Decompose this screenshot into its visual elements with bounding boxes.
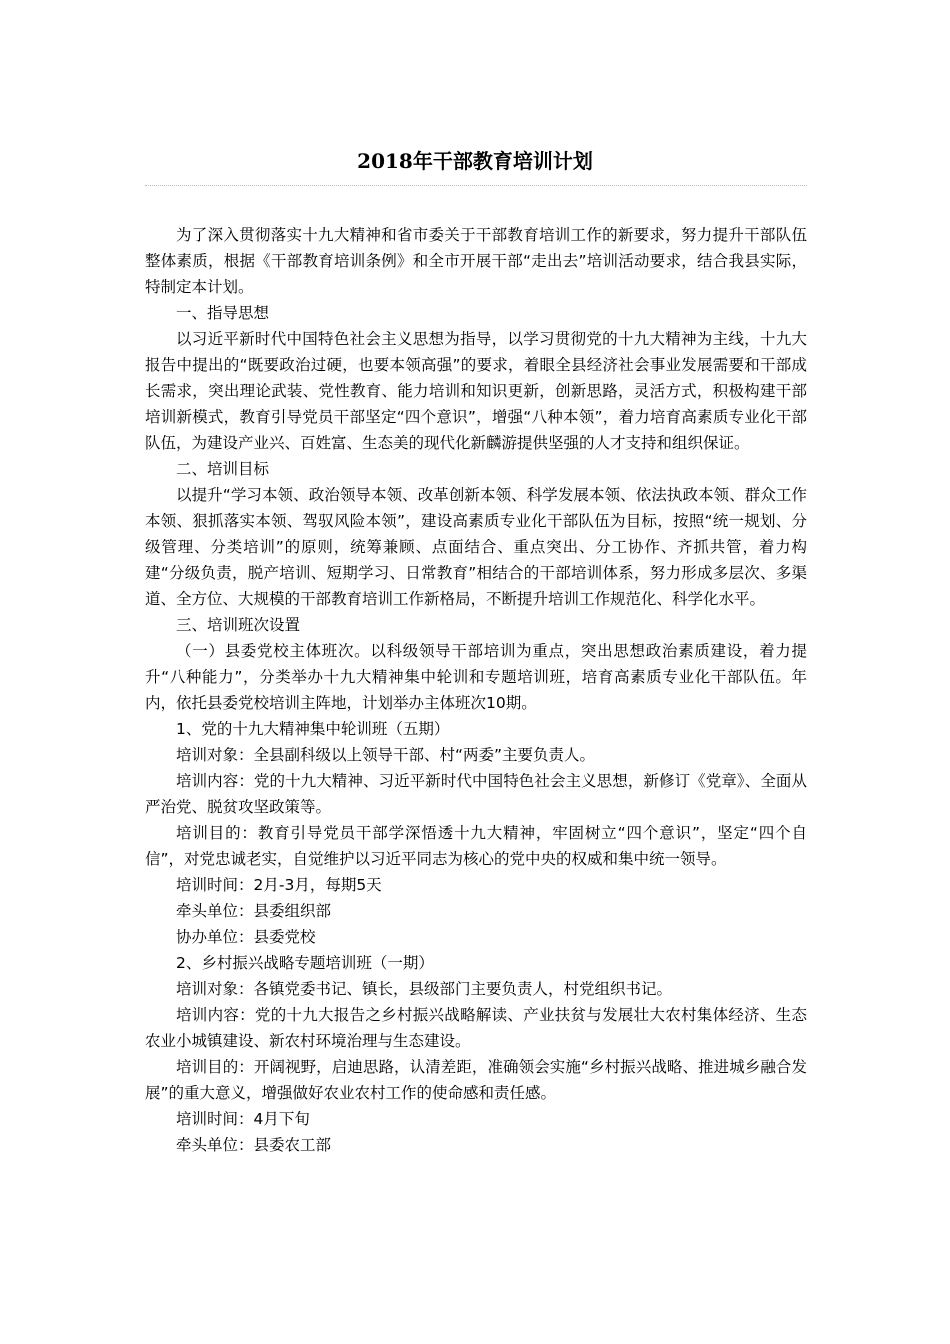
class-2-heading: 2、乡村振兴战略专题培训班（一期） bbox=[176, 954, 434, 972]
class-1-content: 培训内容：党的十九大精神、习近平新时代中国特色社会主义思想，新修订《党章》、全面从严治党、脱贫攻坚政策等。 bbox=[145, 772, 807, 816]
document-title: 2018年干部教育培训计划 bbox=[357, 149, 593, 173]
class-1-assist-unit: 协办单位：县委党校 bbox=[176, 928, 316, 946]
class-1-target: 培训对象：全县副科级以上领导干部、村“两委”主要负责人。 bbox=[176, 746, 596, 764]
class-1-time: 培训时间：2月-3月，每期5天 bbox=[176, 876, 382, 894]
intro-paragraph: 为了深入贯彻落实十九大精神和省市委关于干部教育培训工作的新要求，努力提升干部队伍整体素质，根据《干部教育培训条例》和全市开展干部“走出去”培训活动要求，结合我县实际，特制定本计划。 bbox=[145, 226, 807, 296]
section-heading-class-setup: 三、培训班次设置 bbox=[176, 616, 301, 634]
class-2-lead-unit: 牵头单位：县委农工部 bbox=[176, 1136, 332, 1154]
class-2-content: 培训内容：党的十九大报告之乡村振兴战略解读、产业扶贫与发展壮大农村集体经济、生态农业小城镇建设、新农村环境治理与生态建设。 bbox=[145, 1006, 807, 1050]
class-2-target: 培训对象：各镇党委书记、镇长，县级部门主要负责人，村党组织书记。 bbox=[176, 980, 673, 998]
class-2-purpose: 培训目的：开阔视野，启迪思路，认清差距，准确领会实施“乡村振兴战略、推进城乡融合发展”的重大意义，增强做好农业农村工作的使命感和责任感。 bbox=[145, 1058, 807, 1102]
class-2-time: 培训时间：4月下旬 bbox=[176, 1110, 310, 1128]
training-goals-paragraph: 以提升“学习本领、政治领导本领、改革创新本领、科学发展本领、依法执政本领、群众工作本领、狠抓落实本领、驾驭风险本领”，建设高素质专业化干部队伍为目标，按照“统一规划、分级管理、分类培训”的原则，统筹兼顾、点面结合、重点突出、分工协作、齐抓共管，着力构建“分级负责，脱产培训、短期学习、日常教育”相结合的干部培训体系，努力形成多层次、多渠道、全方位、大规模的干部教育培训工作新格局，不断提升培训工作规范化、科学化水平。 bbox=[145, 486, 807, 608]
class-1-lead-unit: 牵头单位：县委组织部 bbox=[176, 902, 332, 920]
title-divider bbox=[145, 185, 807, 186]
section-heading-training-goals: 二、培训目标 bbox=[176, 460, 270, 478]
party-school-classes-paragraph: （一）县委党校主体班次。以科级领导干部培训为重点，突出思想政治素质建设，着力提升“八种能力”，分类举办十九大精神集中轮训和专题培训班，培育高素质专业化干部队伍。年内，依托县委党校培训主阵地，计划举办主体班次10期。 bbox=[145, 642, 807, 712]
section-heading-guiding-ideology: 一、指导思想 bbox=[176, 304, 270, 322]
guiding-ideology-paragraph: 以习近平新时代中国特色社会主义思想为指导，以学习贯彻党的十九大精神为主线，十九大报告中提出的“既要政治过硬，也要本领高强”的要求，着眼全县经济社会事业发展需要和干部成长需求，突出理论武装、党性教育、能力培训和知识更新，创新思路，灵活方式，积极构建干部培训新模式，教育引导党员干部坚定“四个意识”，增强“八种本领”，着力培育高素质专业化干部队伍，为建设产业兴、百姓富、生态美的现代化新麟游提供坚强的人才支持和组织保证。 bbox=[145, 330, 807, 452]
class-1-purpose: 培训目的：教育引导党员干部学深悟透十九大精神，牢固树立“四个意识”，坚定“四个自信”，对党忠诚老实，自觉维护以习近平同志为核心的党中央的权威和集中统一领导。 bbox=[145, 824, 807, 868]
document-body bbox=[145, 222, 807, 1158]
class-1-heading: 1、党的十九大精神集中轮训班（五期） bbox=[176, 720, 450, 738]
